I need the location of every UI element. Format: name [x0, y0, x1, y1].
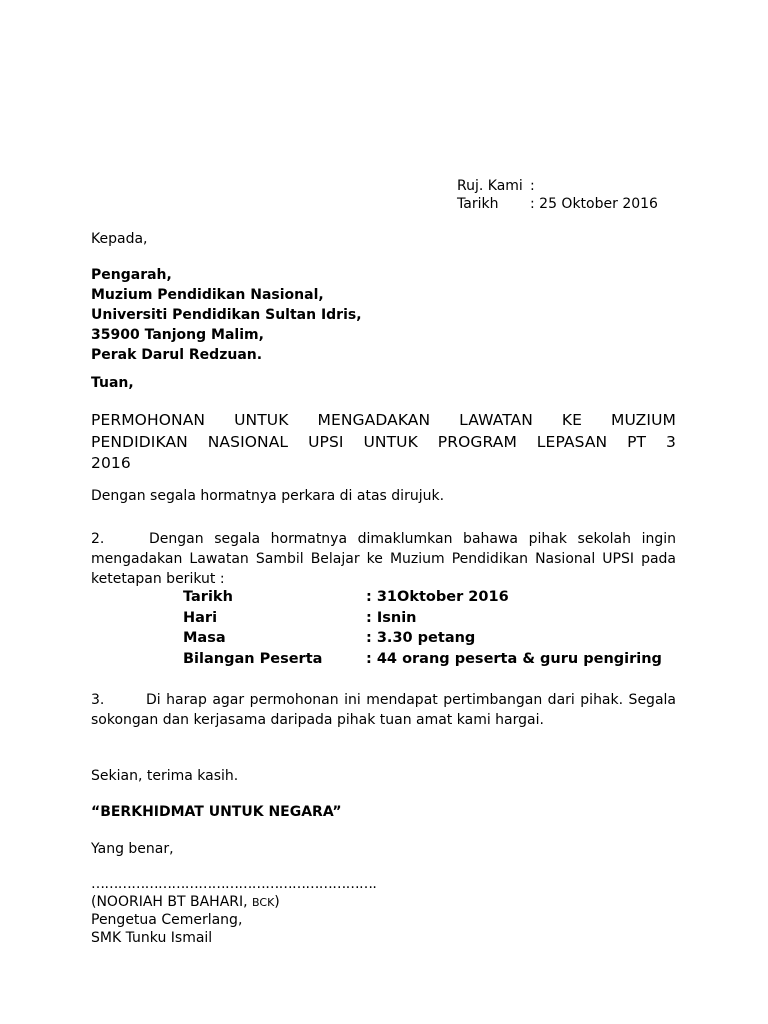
subject-line: 2016	[91, 454, 131, 472]
signatory-name-text: (NOORIAH BT BAHARI,	[91, 894, 253, 910]
detail-row	[183, 649, 673, 670]
detail-value: : 3.30 petang	[366, 630, 476, 646]
paragraph-2	[91, 529, 676, 589]
visit-details	[183, 587, 673, 669]
detail-row	[183, 628, 673, 649]
signatory-title: BCK	[252, 896, 275, 909]
tarikh-value: : 25 Oktober 2016	[530, 196, 658, 212]
detail-value: : Isnin	[366, 609, 417, 626]
paragraph-3-line-1	[91, 690, 676, 710]
paragraph-2-line-1	[91, 529, 676, 549]
signature-line: ……………………………………………………….	[91, 876, 377, 892]
signatory-name-close: )	[274, 894, 280, 910]
paragraph-1: Dengan segala hormatnya perkara di atas dirujuk.	[91, 488, 445, 504]
detail-value: : 44 orang peserta & guru pengiring	[366, 650, 662, 667]
paragraph-3-text: Di harap agar permohonan ini mendapat pertimbangan dari pihak. Segala	[146, 692, 676, 708]
tarikh-label: Tarikh	[457, 196, 499, 212]
paragraph-3	[91, 690, 676, 730]
recipient-line: Perak Darul Redzuan.	[91, 347, 263, 363]
recipient-line: Universiti Pendidikan Sultan Idris,	[91, 307, 362, 323]
subject-line: PERMOHONAN UNTUK MENGADAKAN LAWATAN KE MUZIUM	[91, 411, 676, 429]
signatory-position: Pengetua Cemerlang,	[91, 912, 243, 928]
paragraph-2-number: 2.	[91, 531, 105, 547]
paragraph-2-line-3: ketetapan berikut :	[91, 571, 225, 587]
detail-label: Masa	[183, 630, 226, 646]
sign-off: Yang benar,	[91, 841, 174, 857]
recipient-line: Muzium Pendidikan Nasional,	[91, 287, 324, 303]
ruj-separator: :	[530, 178, 535, 194]
detail-label: Bilangan Peserta	[183, 650, 323, 667]
paragraph-3-number: 3.	[91, 692, 105, 708]
paragraph-2-line-2: mengadakan Lawatan Sambil Belajar ke Muzium Pendidikan Nasional UPSI pada	[91, 551, 676, 567]
motto: “BERKHIDMAT UNTUK NEGARA”	[91, 804, 342, 820]
paragraph-2-text: Dengan segala hormatnya dimaklumkan bahawa pihak sekolah ingin	[149, 531, 676, 547]
subject-line: PENDIDIKAN NASIONAL UPSI UNTUK PROGRAM LEPASAN PT 3	[91, 432, 676, 451]
ruj-label: Ruj. Kami	[457, 178, 523, 194]
greeting: Tuan,	[91, 375, 134, 391]
recipient-line: 35900 Tanjong Malim,	[91, 327, 264, 343]
reference-ruj-line	[0, 176, 768, 196]
recipient-line: Pengarah,	[91, 267, 172, 283]
closing: Sekian, terima kasih.	[91, 768, 239, 784]
detail-row	[183, 608, 673, 629]
reference-tarikh-line	[0, 194, 768, 214]
salutation-to: Kepada,	[91, 231, 148, 247]
detail-row	[183, 587, 673, 608]
recipient-address	[91, 265, 362, 365]
letter-subject	[91, 410, 676, 475]
detail-value: : 31Oktober 2016	[366, 589, 509, 605]
detail-label: Tarikh	[183, 589, 233, 605]
signatory-school: SMK Tunku Ismail	[91, 930, 213, 946]
paragraph-3-line-2: sokongan dan kerjasama daripada pihak tuan amat kami hargai.	[91, 712, 544, 728]
detail-label: Hari	[183, 609, 218, 626]
